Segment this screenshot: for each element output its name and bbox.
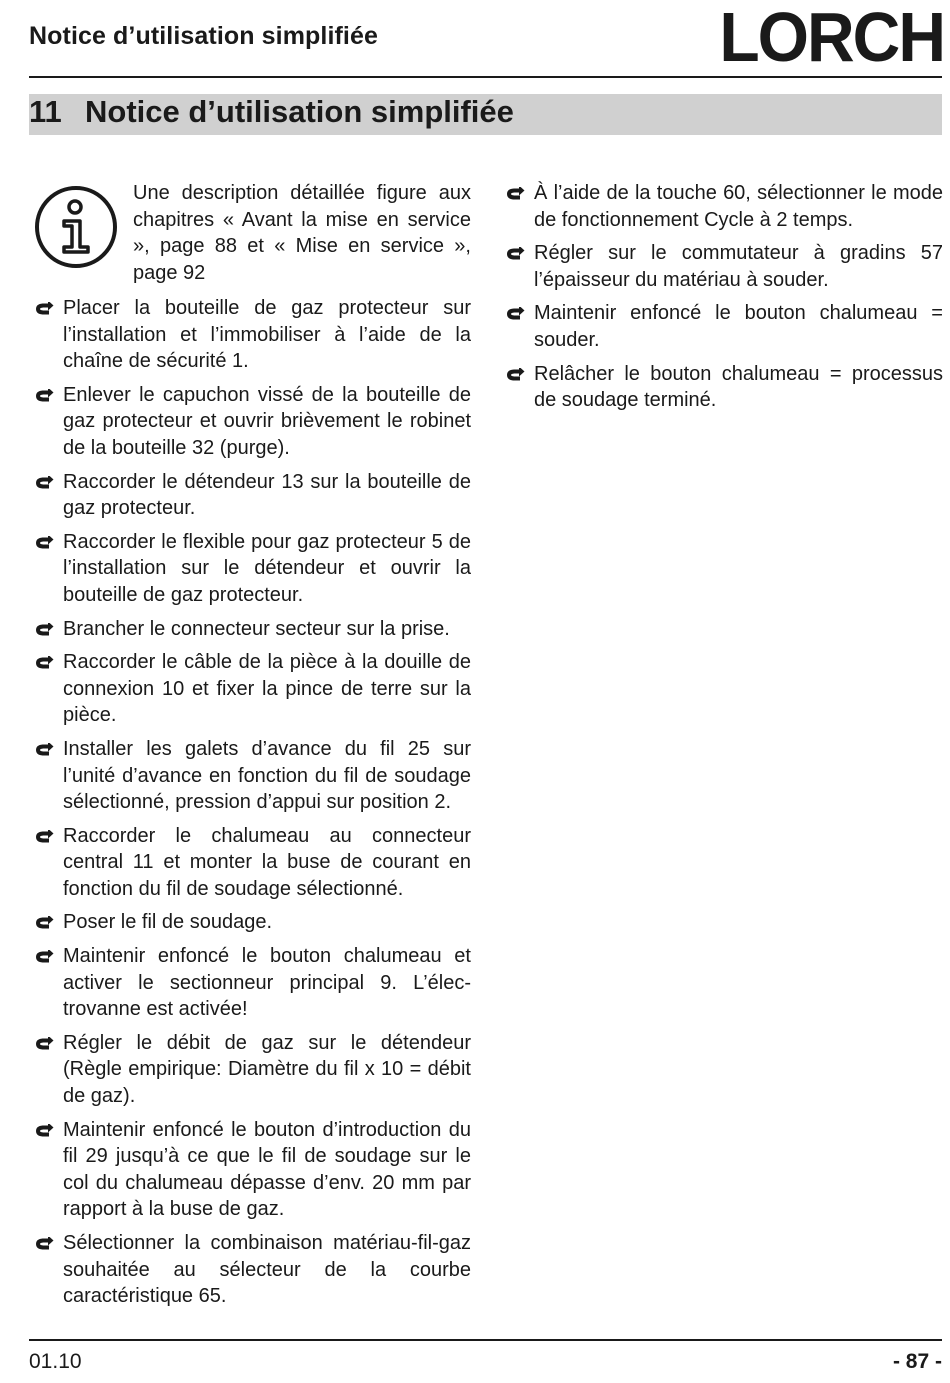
- step-text: Brancher le connecteur secteur sur la prise.: [63, 617, 450, 640]
- step-text: À l’aide de la touche 60, sélectionner le mode de fonctionnement Cycle à 2 temps.: [534, 182, 943, 231]
- right-column: [505, 180, 943, 421]
- section-number: 11: [29, 94, 62, 129]
- arrow-bullet-icon: [34, 1124, 54, 1138]
- arrow-bullet-icon: [34, 950, 54, 964]
- step-item: [34, 469, 471, 522]
- arrow-bullet-icon: [34, 1037, 54, 1051]
- info-note-text: Une description détaillée figure aux chapitres « Avant la mise en service », page 88 et « Mise en service », page 92: [133, 182, 471, 284]
- step-text: Maintenir enfoncé le bouton d’introduction du fil 29 jusqu’à ce que le fil de soudage sur le col du chalumeau dépasse d’env. 20 mm par rapport à la buse de gaz.: [63, 1118, 471, 1221]
- step-item: [34, 616, 471, 643]
- section-title: Notice d’utilisation simplifiée: [85, 94, 514, 129]
- step-text: Maintenir enfoncé le bouton chalumeau = souder.: [534, 302, 943, 351]
- step-text: Régler sur le commutateur à gradins 57 l’épaisseur du matériau à souder.: [534, 242, 943, 291]
- left-steps-list: [34, 295, 471, 1310]
- running-header-title: Notice d’utilisation simplifiée: [29, 22, 378, 50]
- step-item: [34, 943, 471, 1023]
- step-item: [34, 736, 471, 816]
- step-item: [34, 1230, 471, 1310]
- step-text: Régler le débit de gaz sur le détendeur (Règle empirique: Diamètre du fil x 10 = débit de gaz).: [63, 1031, 471, 1108]
- arrow-bullet-icon: [34, 302, 54, 316]
- step-item: [34, 649, 471, 729]
- step-text: Raccorder le flexible pour gaz protecteur 5 de l’installation sur le détendeur et ouvrir la bouteille de gaz protecteur.: [63, 530, 471, 606]
- info-note: [34, 180, 471, 288]
- arrow-bullet-icon: [34, 743, 54, 757]
- step-item: [34, 529, 471, 609]
- section-heading: [29, 91, 514, 132]
- step-item: [34, 909, 471, 936]
- right-steps-list: [505, 180, 943, 414]
- step-item: [505, 240, 943, 293]
- lorch-logo: LORCH: [719, 0, 944, 76]
- arrow-bullet-icon: [34, 916, 54, 930]
- footer-rule: [29, 1339, 942, 1341]
- step-text: Raccorder le détendeur 13 sur la bouteille de gaz protecteur.: [63, 470, 471, 520]
- step-text: Enlever le capuchon vissé de la bouteille de gaz protecteur et ouvrir brièvement le robinet de la bouteille 32 (purge).: [63, 383, 471, 459]
- step-item: [505, 300, 943, 353]
- step-text: Installer les galets d’avance du fil 25 sur l’unité d’avance en fonction du fil de soudage sélectionné, pression d’appui sur position 2.: [63, 737, 471, 814]
- info-icon: [34, 185, 118, 269]
- step-text: Raccorder le chalumeau au connecteur central 11 et monter la buse de courant en fonction du fil de soudage sélectionné.: [63, 824, 471, 900]
- arrow-bullet-icon: [505, 368, 525, 382]
- arrow-bullet-icon: [34, 1237, 54, 1251]
- step-item: [34, 295, 471, 375]
- left-column: [34, 180, 471, 1317]
- arrow-bullet-icon: [34, 389, 54, 403]
- arrow-bullet-icon: [34, 476, 54, 490]
- step-text: Relâcher le bouton chalumeau = processus de soudage terminé.: [534, 362, 943, 412]
- footer-date: 01.10: [29, 1350, 82, 1373]
- step-item: [34, 1030, 471, 1110]
- step-text: Raccorder le câble de la pièce à la douille de connexion 10 et fixer la pince de terre sur la pièce.: [63, 651, 471, 727]
- step-text: Sélectionner la combinaison matériau-fil-gaz souhaitée au sélecteur de la courbe caractéristique 65.: [63, 1232, 471, 1308]
- step-item: [34, 823, 471, 903]
- arrow-bullet-icon: [505, 187, 525, 201]
- page-number: - 87 -: [892, 1350, 942, 1373]
- step-text: Poser le fil de soudage.: [63, 911, 273, 934]
- arrow-bullet-icon: [34, 830, 54, 844]
- header-rule: [29, 76, 942, 78]
- arrow-bullet-icon: [34, 536, 54, 550]
- arrow-bullet-icon: [34, 656, 54, 670]
- step-item: [34, 382, 471, 462]
- step-text: Maintenir enfoncé le bouton chalumeau et activer le sectionneur principal 9. L’électrovanne est activée!: [63, 945, 471, 1021]
- step-item: [34, 1117, 471, 1223]
- arrow-bullet-icon: [505, 307, 525, 321]
- step-item: [505, 361, 943, 414]
- step-item: [505, 180, 943, 233]
- step-text: Placer la bouteille de gaz protecteur sur l’installation et l’immobiliser à l’aide de la chaîne de sécurité 1.: [63, 297, 471, 373]
- arrow-bullet-icon: [505, 247, 525, 261]
- arrow-bullet-icon: [34, 623, 54, 637]
